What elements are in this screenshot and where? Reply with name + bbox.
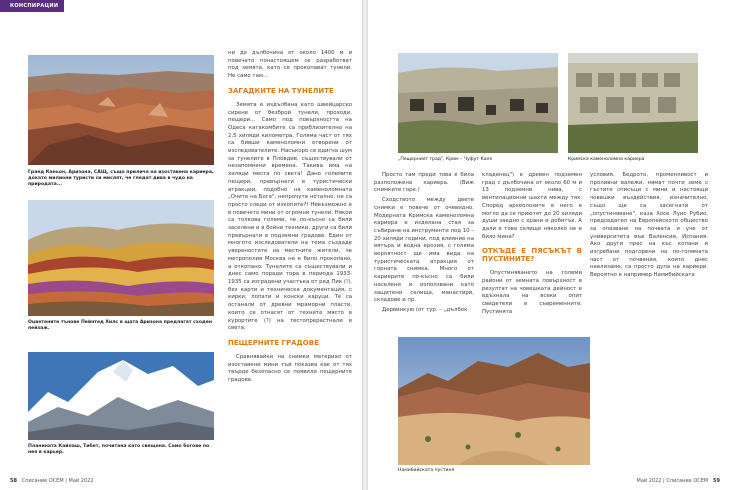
issue-date: Май 2022 xyxy=(68,478,94,484)
kailash-photo xyxy=(28,352,214,440)
grand-canyon-illustration xyxy=(28,55,214,165)
paragraph: Дервинкую (от тур. – „дълбок xyxy=(382,306,468,313)
paragraph: ни до дълбочина от около 1400 м и повечето понастоящем се разработват под земята, като се прокопават тунели. Не само там... xyxy=(228,50,352,80)
cave-city-illustration xyxy=(398,53,558,153)
caption-grand-canyon: Гранд Каньон, Аризона, САЩ, също прилича на изоставена кариера, докато милиони туристи си мислят, че гледат дива в чудо на природата... xyxy=(28,170,214,187)
folio-left: 58 Списание ОСЕМ | Май 2022 xyxy=(10,478,94,484)
issue-date: Май 2022 xyxy=(636,478,662,484)
section-tag: КОНСПИРАЦИИ xyxy=(0,0,64,12)
paragraph: Просто там преди това е била разположена кариера. (Виж снимките горе.) xyxy=(374,172,474,194)
page-number: 59 xyxy=(713,478,720,484)
right-text-column-b xyxy=(482,172,582,319)
left-page xyxy=(0,0,362,490)
magazine-name: Списание ОСЕМ xyxy=(666,478,709,484)
paragraph: кладенец") е древен подземен град с дълбочина от около 60 м и 13 подземни нива, с вентилационни шахти между тях. Според археолозите в него е могло да се приютят до 20 хиляди души заедно с храни и добитък. А дали е това селище няколко не е било мина? xyxy=(482,172,582,240)
paragraph: Сравнявайки на снимки материал от изоставени мини тъй показва как от тях твърде безопасно се появили пещерните градове. xyxy=(228,353,352,384)
paragraph: условия. Бедрото, променливост и проливни валежи, нямат почти земе с гъстите списъци с мини и настоящи човешки въздействия, изначително, също ще са засегнати от „опустиняване", каза Хосе Луис Рубио, председател на Европейското общество за опазване на почвата и уче от университета във Валенсия, Испания. Ако други прес на къс копани и изгребани подгорени на по-голямата част от почвения, които днес навлизаме, са просто дупа на кариери. Вероятно е например Намибийската xyxy=(590,172,708,279)
painted-hills-photo xyxy=(28,200,214,316)
page-number: 58 xyxy=(10,478,17,484)
folio-right: Май 2022 | Списание ОСЕМ 59 xyxy=(636,478,720,484)
right-text-column-a xyxy=(374,172,474,317)
cave-city-photo xyxy=(398,53,558,153)
namib-illustration xyxy=(398,337,590,465)
heading-sand-origin: ОТКЪДЕ Е ПЯСЪКЪТ В ПУСТИНИТЕ? xyxy=(482,247,582,264)
crimean-quarry-photo xyxy=(568,53,698,153)
right-text-column-c xyxy=(590,172,708,282)
kailash-illustration xyxy=(28,352,214,440)
grand-canyon-photo xyxy=(28,55,214,165)
left-text-column xyxy=(228,50,352,387)
right-page xyxy=(368,0,730,490)
caption-kailash: Планината Кайлаш, Тибет, почитана като свещена. Само богове по нея в карьер. xyxy=(28,444,210,455)
paragraph: Земята е издълбана като швейцарско сирене от безброй тунели, проходи, пещери... Само под повърхността на Одеса катакомбите са приблизително на 2,5 хиляди километра. Голяма част от тях са бивши каменоломни отворени от изследователите. Насъкоро се вдигна шум за тунелите в Пловдив, съществували от незапомнени времена. Такива има на хиляди места по света! Дано големите пещери, превърнати в туристически атракции, подобно на каменоломната „Очите на Бога", непрочута нотално, не са просто следи от изкопите?! Невъзможно е в повечето мини от огромни тунели. Някои са толкова големи, че по-късно са били заселени и в бойни техники, други са били превърнати в подземни градове. Един от многото изследователи на тема създаде увереностите на местните жители, че метрополия Москва не е било прокопано, а откопано. Тунелите са съществували и днес само поради тора в периода 1933-1935 са изградени участъка от ред Пик (!), без карти и техническа документация, с кирки, лопати и конски каруци. Те са останали от древни мраморни пласти, които се отнасят от техните място в курортите (?) на тестопрерастнали в света. xyxy=(228,101,352,332)
quarry-illustration xyxy=(568,53,698,153)
paragraph: Опустиняването на големи райони от земната повърхност в резултат на човешката дейност е вдъхнала на всеки опит свидетели в съвременните. Пустинята xyxy=(482,270,582,315)
painted-hills-illustration xyxy=(28,200,214,316)
heading-tunnels: ЗАГАДКИТЕ НА ТУНЕЛИТЕ xyxy=(228,86,334,95)
paragraph: Сходството между двете снимки е повече от очевидно. Модерната Кримска каменоломна кариера е издялана стая за събиране на инструменти под 10 – 20 хиляди години, под влияние на вятъра и водна ерозия, с голяма вероятност ще има вида на туристическата атракция от горната снимка. Много от кариерите по-късно са били населени и използвани като защитени селища, манастири, складове и пр. xyxy=(374,197,474,304)
heading-cave-cities: ПЕЩЕРНИТЕ ГРАДОВЕ xyxy=(228,338,319,347)
caption-namib: Намибийската пустиня xyxy=(398,468,455,473)
caption-cave-city: „Пещерният град", Крим – Чуфут Кале xyxy=(398,157,493,162)
caption-quarry: Кримска каменоломна кариера xyxy=(568,157,645,162)
namib-desert-photo xyxy=(398,337,590,465)
magazine-name: Списание ОСЕМ xyxy=(21,478,64,484)
caption-painted-hills: Оцветените тънове Пейнтед Хилс в щата Аризона предлагат сходен пейзаж. xyxy=(28,320,212,331)
